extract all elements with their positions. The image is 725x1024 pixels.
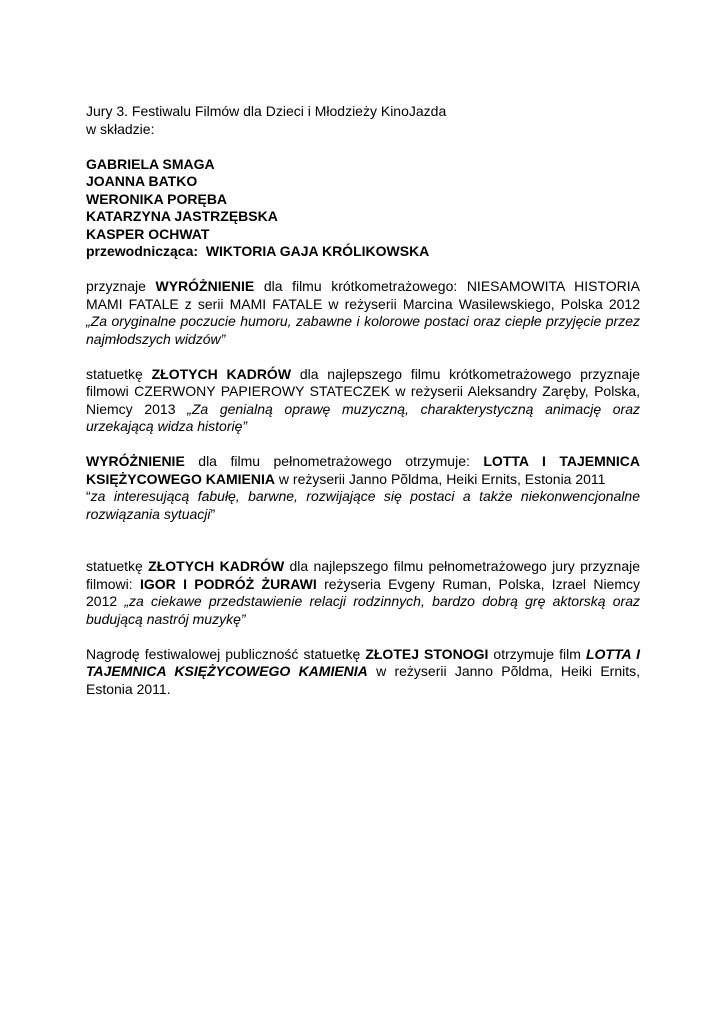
award2-film-text: dla najlepszego filmu krótkometrażowego przyznaje filmowi CZERWONY PAPIEROWY STATECZEK w reżyserii Aleksandry Zaręby, Polska, Niemcy 2013 (86, 365, 641, 417)
intro-line-1: Jury 3. Festiwalu Filmów dla Dzieci i Młodzieży KinoJazda (86, 103, 447, 119)
award4-film-text: reżyseria Evgeny Ruman, Polska, Izrael Niemcy 2012 (86, 575, 640, 609)
award3-quote-close: ” (210, 505, 216, 522)
jury-member: KASPER OCHWAT (86, 225, 210, 242)
award3-award-name: WYRÓŻNIENIE (86, 453, 185, 469)
jury-members-list (86, 156, 640, 261)
chair-name: WIKTORIA GAJA KRÓLIKOWSKA (205, 243, 430, 259)
award3-justification: za interesującą fabułę, barwne, rozwijające się postaci a także niekonwencjonalne rozwiązania sytuacji (86, 488, 640, 522)
award5-film-title: LOTTA I TAJEMNICA KSIĘŻYCOWEGO KAMIENIA (86, 645, 640, 679)
award2-pre-text: statuetkę (86, 365, 152, 382)
award-paragraph-2 (86, 366, 640, 436)
award4-award-name: ZŁOTYCH KADRÓW (148, 558, 285, 574)
award3-quote-open: “ (86, 488, 91, 504)
award2-justification: „Za genialną oprawę muzyczną, charakterystyczną animację oraz urzekającą widza historię” (86, 400, 641, 434)
chair-label: przewodnicząca: (86, 243, 199, 259)
award4-mid-text: dla najlepszego filmu pełnometrażowego jury przyznaje filmowi: (86, 558, 640, 592)
award5-pre-text: Nagrodę festiwalowej publiczność statuetkę (86, 645, 366, 662)
intro-paragraph (86, 103, 640, 138)
award-paragraph-3 (86, 453, 640, 523)
jury-member: GABRIELA SMAGA (86, 155, 215, 172)
award5-mid-text: otrzymuje film (488, 645, 586, 662)
award1-pre-text: przyznaje (86, 278, 156, 294)
award-paragraph-4 (86, 558, 640, 628)
award2-award-name: ZŁOTYCH KADRÓW (151, 365, 292, 382)
award3-pre-text: dla filmu pełnometrażowego otrzymuje: (184, 453, 484, 469)
award4-film-title: IGOR I PODRÓŻ ŻURAWI (140, 575, 317, 592)
award3-film-title: LOTTA I TAJEMNICA KSIĘŻYCOWEGO KAMIENIA (86, 453, 640, 487)
award4-justification: „za ciekawe przedstawienie relacji rodzinnych, bardzo dobrą grę aktorską oraz budującą nastrój muzykę” (86, 593, 640, 627)
jury-member: WERONIKA PORĘBA (86, 190, 228, 207)
award-paragraph-1 (86, 278, 640, 348)
award1-film-text: dla filmu krótkometrażowego: NIESAMOWITA HISTORIA MAMI FATALE z serii MAMI FATALE w reżyserii Marcina Wasilewskiego, Polska 2012 (86, 278, 640, 312)
document-body (86, 103, 640, 698)
award5-award-name: ZŁOTEJ STONOGI (365, 645, 489, 662)
award3-film-text: w reżyserii Janno Põldma, Heiki Ernits, Estonia 2011 (275, 470, 606, 487)
intro-line-2: w składzie: (86, 120, 155, 137)
award4-pre-text: statuetkę (86, 558, 149, 574)
award1-award-name: WYRÓŻNIENIE (155, 278, 255, 294)
award-paragraph-5 (86, 646, 640, 699)
award5-film-text: w reżyserii Janno Põldma, Heiki Ernits, Estonia 2011. (86, 663, 640, 697)
jury-member: JOANNA BATKO (86, 173, 198, 189)
jury-member: KATARZYNA JASTRZĘBSKA (86, 208, 278, 224)
award1-justification: „Za oryginalne poczucie humoru, zabawne i kolorowe postaci oraz ciepłe przyjęcie przez najmłodszych widzów” (86, 313, 640, 347)
